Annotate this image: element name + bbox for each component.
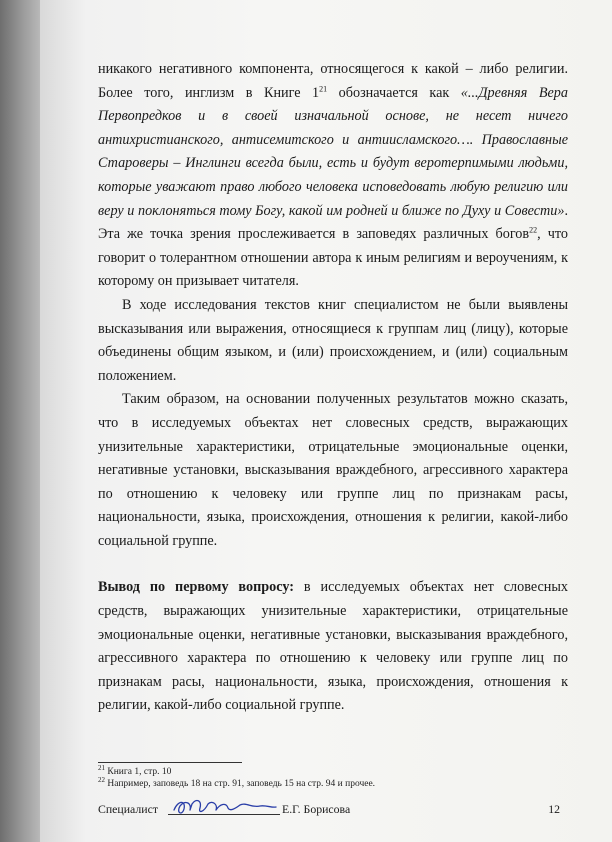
document-body [98,58,568,718]
footnote-ref-21: 21 [319,83,328,93]
page-footer [98,800,568,820]
footnote-text: Книга 1, стр. 10 [105,767,172,777]
paragraph-2: В ходе исследования текстов книг специалистом не были выявлены высказывания или выражения, относящиеся к группам лиц (лицу), которые объединены общим языком, и (или) происхождением, и (или) социальным положением. [98,296,568,384]
footnote-number: 21 [98,763,105,772]
paragraph-spacer [98,553,568,576]
specialist-name: Е.Г. Борисова [282,802,351,816]
specialist-label: Специалист [98,802,158,816]
page-number: 12 [548,802,560,816]
footnote-ref-22: 22 [529,225,538,235]
footnote-separator [98,762,242,763]
paragraph-1-text-a: никакого негативного компонента, относящегося к какой – либо религии. Более того, инглизм в Книге 1 [98,61,568,101]
paragraph-1 [98,58,568,294]
paragraph-3: Таким образом, на основании полученных результатов можно сказать, что в исследуемых объектах нет словесных средств, выражающих унизительные характеристики, отрицательные эмоциональные оценки, негативные установки, высказывания враждебного, агрессивного характера по отношению к человеку или группе лиц по признакам расы, национальности, языка, происхождения, отношения к религии, какой-либо социальной группе. [98,391,568,549]
conclusion-paragraph [98,576,568,718]
footnote-text: Например, заповедь 18 на стр. 91, заповедь 15 на стр. 94 и прочее. [105,779,376,789]
paragraph-1-text-b: обозначается как [327,84,461,101]
conclusion-text: в исследуемых объектах нет словесных средств, выражающих унизительные характеристики, отрицательные эмоциональные оценки, негативные установки, высказывания враждебного, агрессивного характера по отношению к человеку или группе лиц по признакам расы, национальности, языка, происхождения, отношения к религии, какой-либо социальной группе. [98,579,568,714]
paragraph-1-text-c: . Эта же точка зрения прослеживается в заповедях различных богов [98,202,568,243]
handwritten-signature [168,796,280,818]
paragraph-1-text-d: , что говорит о толерантном отношении автора к иным религиям и вероучениям, к которому он призывает читателя. [98,226,569,290]
paragraph-1-quote: «...Древняя Вера Первопредков и в своей изначальной основе, не несет ничего антихристианского, антисемитского и антиисламского…. Православные Староверы – Инглинги всегда были, есть и будут веротерпимыми людьми, которые уважают право любого человека исповедовать любую религию или веру и поклоняться тому Богу, какой им родней и ближе по Духу и Совести» [98,84,568,219]
footnote-22 [98,775,538,790]
footnote-number: 22 [98,775,105,784]
footnote-21 [98,763,538,778]
footnotes [98,763,538,790]
conclusion-label: Вывод по первому вопросу: [98,579,294,596]
